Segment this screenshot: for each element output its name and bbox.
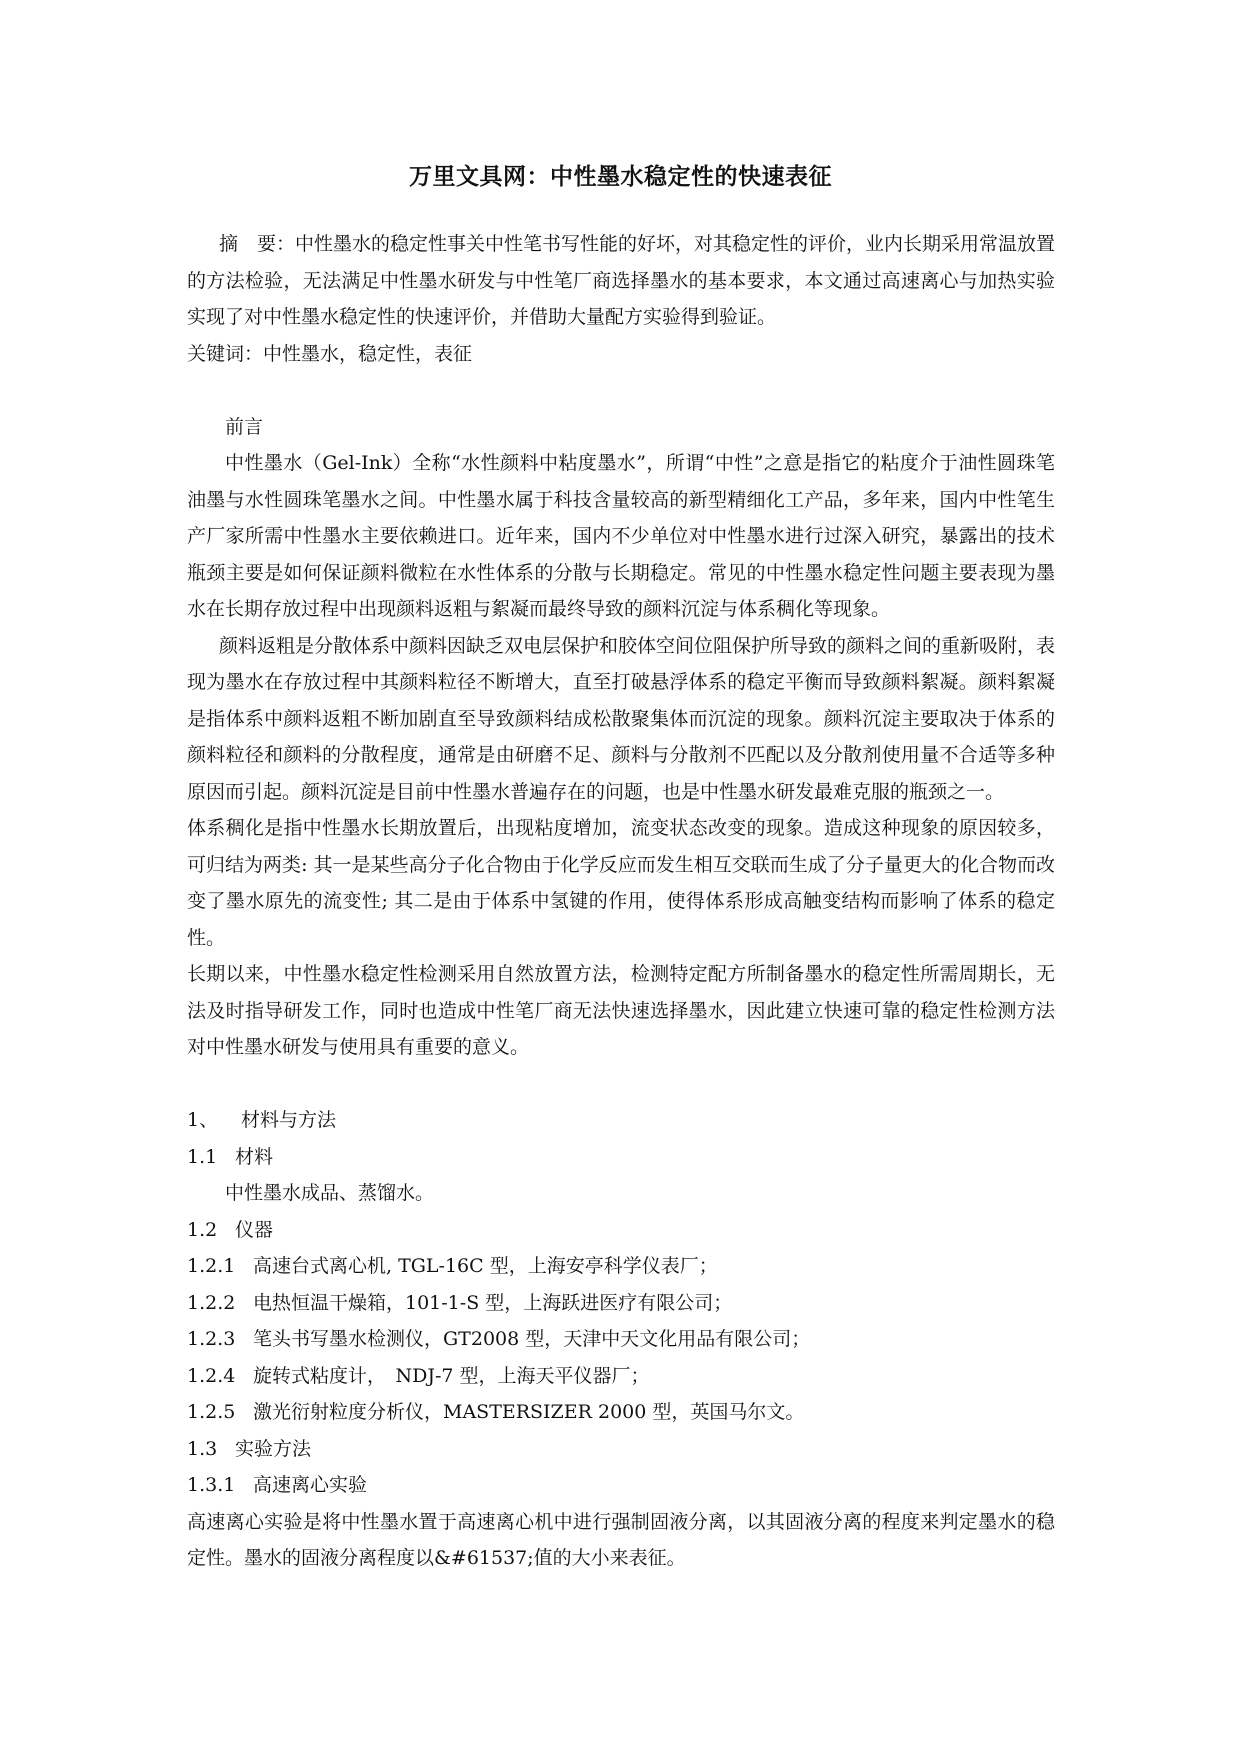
document-body <box>187 226 1055 1577</box>
item-number: 1.2.5 <box>187 1401 236 1423</box>
section-number: 1.1 <box>187 1145 218 1168</box>
abstract-paragraph: 摘 要：中性墨水的稳定性事关中性笔书写性能的好坏，对其稳定性的评价，业内长期采用常温放置的方法检验，无法满足中性墨水研发与中性笔厂商选择墨水的基本要求，本文通过高速离心与加热实验实现了对中性墨水稳定性的快速评价，并借助大量配方实验得到验证。 <box>187 233 1056 328</box>
item-text: 激光衍射粒度分析仪，MASTERSIZER 2000 型，英国马尔文。 <box>253 1401 805 1423</box>
instrument-item <box>187 1394 1055 1431</box>
section-1-1-heading <box>187 1139 1055 1176</box>
preface-heading: 前言 <box>225 415 264 438</box>
section-1-1-content: 中性墨水成品、蒸馏水。 <box>225 1182 435 1204</box>
body-paragraph-4: 长期以来，中性墨水稳定性检测采用自然放置方法，检测特定配方所制备墨水的稳定性所需周期长，无法及时指导研发工作，同时也造成中性笔厂商无法快速选择墨水，因此建立快速可靠的稳定性检测方法对中性墨水研发与使用具有重要的意义。 <box>187 963 1055 1058</box>
instrument-item <box>187 1321 1055 1358</box>
keywords-line: 关键词：中性墨水，稳定性，表征 <box>187 342 473 365</box>
section-number: 1、 <box>187 1109 219 1131</box>
instrument-item <box>187 1285 1055 1322</box>
section-title: 实验方法 <box>235 1437 312 1460</box>
item-number: 1.2.4 <box>187 1364 236 1387</box>
item-text: 笔头书写墨水检测仪，GT2008 型，天津中天文化用品有限公司； <box>253 1328 811 1350</box>
section-number: 1.3 <box>187 1437 218 1460</box>
body-paragraph-1: 中性墨水（Gel-Ink）全称“水性颜料中粘度墨水”，所谓“中性”之意是指它的粘度介于油性圆珠笔油墨与水性圆珠笔墨水之间。中性墨水属于科技含量较高的新型精细化工产品，多年来，国内中性笔生产厂家所需中性墨水主要依赖进口。近年来，国内不少单位对中性墨水进行过深入研究，暴露出的技术瓶颈主要是如何保证颜料微粒在水性体系的分散与长期稳定。常见的中性墨水稳定性问题主要表现为墨水在长期存放过程中出现颜料返粗与絮凝而最终导致的颜料沉淀与体系稠化等现象。 <box>187 452 1055 620</box>
section-1-3-heading <box>187 1431 1055 1468</box>
section-1-2-heading <box>187 1212 1055 1249</box>
document-title: 万里文具网：中性墨水稳定性的快速表征 <box>409 163 832 190</box>
body-paragraph-2: 颜料返粗是分散体系中颜料因缺乏双电层保护和胶体空间位阻保护所导致的颜料之间的重新吸附，表现为墨水在存放过程中其颜料粒径不断增大，直至打破悬浮体系的稳定平衡而导致颜料絮凝。颜料絮凝是指体系中颜料返粗不断加剧直至导致颜料结成松散聚集体而沉淀的现象。颜料沉淀主要取决于体系的颜料粒径和颜料的分散程度，通常是由研磨不足、颜料与分散剂不匹配以及分散剂使用量不合适等多种原因而引起。颜料沉淀是目前中性墨水普遍存在的问题，也是中性墨水研发最难克服的瓶颈之一。 <box>187 634 1056 803</box>
spacer <box>187 372 1055 409</box>
section-1-3-1-heading <box>187 1467 1055 1504</box>
item-text: 高速台式离心机, TGL-16C 型，上海安亭科学仪表厂； <box>253 1255 718 1277</box>
section-title: 材料 <box>235 1145 274 1168</box>
item-text: 旋转式粘度计， NDJ-7 型，上海天平仪器厂； <box>253 1364 650 1387</box>
item-text: 电热恒温干燥箱，101-1-S 型，上海跃进医疗有限公司； <box>253 1291 733 1314</box>
section-1-3-1-content: 高速离心实验是将中性墨水置于高速离心机中进行强制固液分离，以其固液分离的程度来判定墨水的稳定性。墨水的固液分离程度以&#61537;值的大小来表征。 <box>187 1510 1055 1569</box>
body-paragraph-3: 体系稠化是指中性墨水长期放置后，出现粘度增加，流变状态改变的现象。造成这种现象的原因较多，可归结为两类: 其一是某些高分子化合物由于化学反应而发生相互交联而生成了分子量更大的化合物而改变了墨水原先的流变性; 其二是由于体系中氢键的作用，使得体系形成高触变结构而影响了体系的稳定性。 <box>187 817 1055 949</box>
section-1-heading <box>187 1102 1055 1139</box>
section-number: 1.2 <box>187 1218 218 1241</box>
spacer <box>187 1066 1055 1103</box>
section-title: 仪器 <box>235 1218 274 1241</box>
instrument-item <box>187 1248 1055 1285</box>
instrument-item <box>187 1358 1055 1395</box>
item-number: 1.2.2 <box>187 1291 236 1314</box>
item-number: 1.2.1 <box>187 1255 236 1277</box>
item-number: 1.2.3 <box>187 1328 236 1350</box>
section-number: 1.3.1 <box>187 1474 236 1496</box>
section-title: 材料与方法 <box>241 1109 337 1131</box>
section-title: 高速离心实验 <box>253 1474 368 1496</box>
